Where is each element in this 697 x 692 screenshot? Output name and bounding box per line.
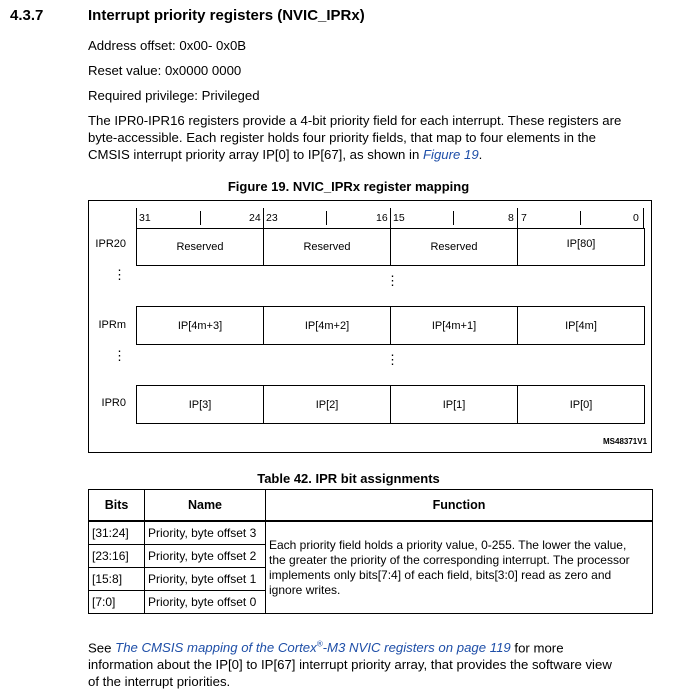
intro-paragraph — [88, 112, 621, 163]
field-cell: IP[1] — [390, 385, 518, 424]
header-name: Name — [145, 490, 266, 522]
footer-text: for more — [510, 640, 564, 656]
link-text: The CMSIS mapping of the Cortex — [115, 640, 317, 656]
field-cell: IP[3] — [136, 385, 264, 424]
name-cell: Priority, byte offset 3 — [145, 521, 266, 545]
bit-label-0: 0 — [633, 212, 639, 224]
bit-label-23: 23 — [266, 212, 278, 224]
function-line: Each priority field holds a priority value, 0-255. The lower the value, — [269, 537, 627, 552]
required-privilege: Required privilege: Privileged — [88, 88, 260, 103]
address-offset: Address offset: 0x00- 0x0B — [88, 38, 247, 53]
bit-label-16: 16 — [376, 212, 388, 224]
name-cell: Priority, byte offset 0 — [145, 591, 266, 614]
field-cell: IP[4m] — [517, 306, 645, 345]
registered-mark: ® — [316, 640, 323, 649]
function-line: the greater the priority of the corresponding interrupt. The processor — [269, 552, 630, 567]
intro-text: CMSIS interrupt priority array IP[0] to IP[67], as shown in — [88, 147, 423, 162]
bit-label-8: 8 — [508, 212, 514, 224]
name-cell: Priority, byte offset 1 — [145, 568, 266, 591]
link-text: -M3 NVIC registers on page 119 — [322, 640, 511, 656]
field-cell: IP[2] — [263, 385, 391, 424]
field-cell: IP[4m+1] — [390, 306, 518, 345]
field-cell: IP[4m+2] — [263, 306, 391, 345]
bit-ruler — [136, 208, 644, 228]
field-cell: Reserved — [263, 228, 391, 266]
footer-paragraph — [88, 636, 612, 690]
reset-value: Reset value: 0x0000 0000 — [88, 63, 242, 78]
bits-cell: [15:8] — [89, 568, 145, 591]
field-cell: IP[0] — [517, 385, 645, 424]
intro-text: . — [478, 147, 483, 162]
table-header-row — [89, 490, 653, 522]
header-function: Function — [266, 490, 653, 522]
ipr-bit-table — [88, 489, 653, 614]
row-label-iprm: IPRm — [98, 319, 126, 331]
intro-line — [88, 146, 621, 163]
row-ellipsis: ⋮ — [113, 267, 126, 282]
footer-line — [88, 636, 612, 656]
column-ellipsis: ⋮ — [386, 273, 399, 288]
header-bits: Bits — [89, 490, 145, 522]
cmsis-mapping-link[interactable] — [115, 640, 511, 655]
bits-cell: [7:0] — [89, 591, 145, 614]
bit-label-24: 24 — [249, 212, 261, 224]
bit-label-15: 15 — [393, 212, 405, 224]
table-caption: Table 42. IPR bit assignments — [257, 471, 440, 486]
footer-line: of the interrupt priorities. — [88, 674, 231, 690]
field-cell: IP[4m+3] — [136, 306, 264, 345]
field-cell: IP[80] — [517, 228, 645, 266]
function-cell — [266, 521, 653, 614]
section-title: Interrupt priority registers (NVIC_IPRx) — [88, 7, 365, 24]
footer-line: information about the IP[0] to IP[67] interrupt priority array, that provides the software view — [88, 657, 612, 673]
bits-cell: [31:24] — [89, 521, 145, 545]
row-ellipsis: ⋮ — [113, 348, 126, 363]
column-ellipsis: ⋮ — [386, 352, 399, 367]
figure-code: MS48371V1 — [603, 437, 648, 446]
bit-label-31: 31 — [139, 212, 151, 224]
figure-19-link[interactable]: Figure 19 — [422, 147, 479, 162]
row-label-ipr0: IPR0 — [101, 397, 126, 409]
figure-caption: Figure 19. NVIC_IPRx register mapping — [227, 179, 470, 194]
field-cell: Reserved — [136, 228, 264, 266]
bit-label-7: 7 — [521, 212, 527, 224]
name-cell: Priority, byte offset 2 — [145, 545, 266, 568]
section-number: 4.3.7 — [10, 7, 44, 24]
field-cell: Reserved — [390, 228, 518, 266]
table-row — [89, 521, 653, 545]
intro-line: The IPR0-IPR16 registers provide a 4-bit priority field for each interrupt. These registers are — [88, 113, 622, 128]
row-label-ipr20: IPR20 — [95, 238, 126, 250]
intro-line: byte-accessible. Each register holds four priority fields, that map to four elements in the — [88, 130, 596, 145]
function-line: ignore writes. — [269, 582, 341, 597]
function-line: implements only bits[7:4] of each field, bits[3:0] read as zero and — [269, 567, 612, 582]
bits-cell: [23:16] — [89, 545, 145, 568]
footer-text: See — [88, 640, 116, 656]
